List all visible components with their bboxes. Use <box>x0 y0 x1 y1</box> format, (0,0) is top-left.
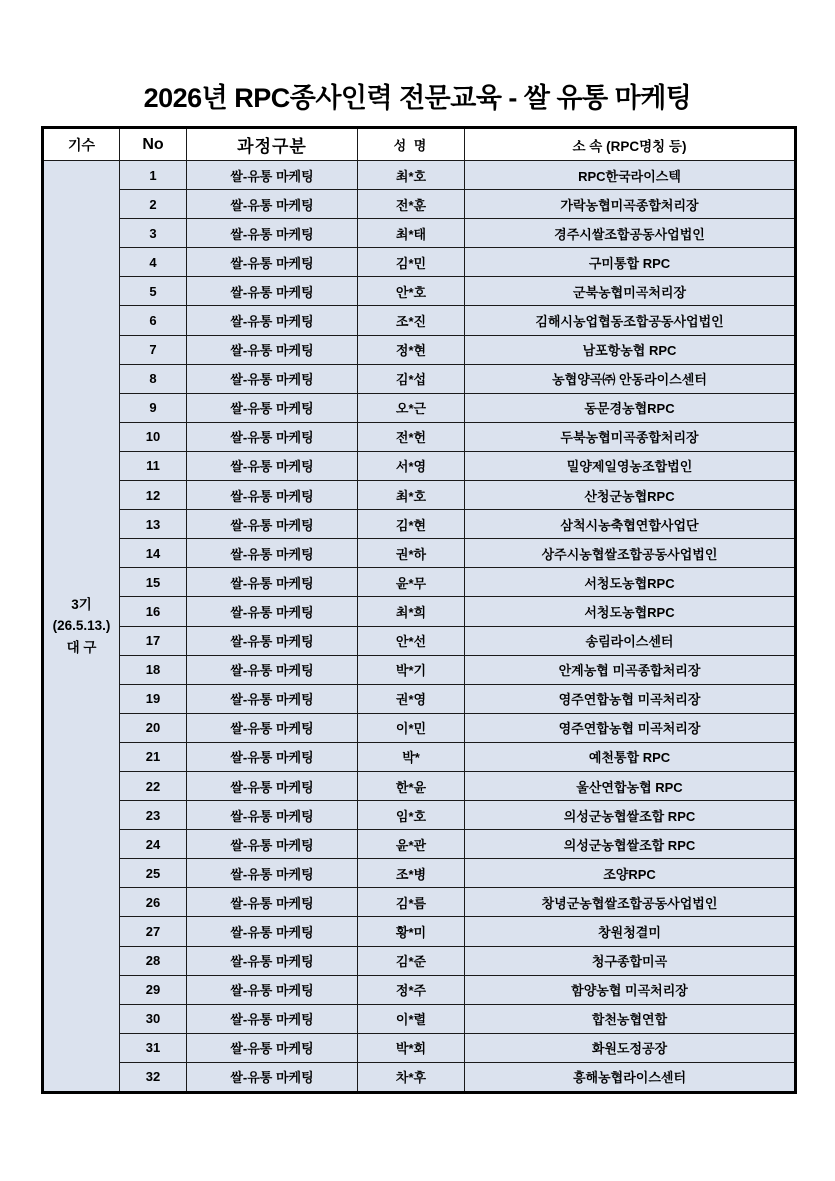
row-no: 12 <box>120 481 187 510</box>
row-no: 31 <box>120 1033 187 1062</box>
row-course: 쌀-유통 마케팅 <box>187 801 358 830</box>
row-course: 쌀-유통 마케팅 <box>187 510 358 539</box>
row-org: 울산연합농협 RPC <box>465 771 796 800</box>
table-row <box>43 655 796 684</box>
row-org: 삼척시농축협연합사업단 <box>465 510 796 539</box>
row-no: 13 <box>120 510 187 539</box>
row-org: 예천통합 RPC <box>465 742 796 771</box>
row-name: 차*후 <box>358 1062 465 1092</box>
row-name: 전*훈 <box>358 190 465 219</box>
row-no: 25 <box>120 859 187 888</box>
row-no: 27 <box>120 917 187 946</box>
row-no: 28 <box>120 946 187 975</box>
table-row <box>43 190 796 219</box>
row-course: 쌀-유통 마케팅 <box>187 626 358 655</box>
row-no: 17 <box>120 626 187 655</box>
row-org: 합천농협연합 <box>465 1004 796 1033</box>
row-no: 8 <box>120 364 187 393</box>
table-row <box>43 771 796 800</box>
row-no: 6 <box>120 306 187 335</box>
table-row <box>43 510 796 539</box>
cohort-cell <box>43 161 120 1093</box>
header-cohort: 기수 <box>43 128 120 161</box>
row-no: 22 <box>120 771 187 800</box>
row-name: 김*민 <box>358 248 465 277</box>
table-row <box>43 248 796 277</box>
row-org: RPC한국라이스텍 <box>465 161 796 190</box>
row-name: 권*영 <box>358 684 465 713</box>
row-course: 쌀-유통 마케팅 <box>187 597 358 626</box>
row-course: 쌀-유통 마케팅 <box>187 364 358 393</box>
row-org: 안계농협 미곡종합처리장 <box>465 655 796 684</box>
row-name: 임*호 <box>358 801 465 830</box>
table-row <box>43 684 796 713</box>
table-row <box>43 393 796 422</box>
row-course: 쌀-유통 마케팅 <box>187 713 358 742</box>
row-course: 쌀-유통 마케팅 <box>187 859 358 888</box>
row-name: 권*하 <box>358 539 465 568</box>
row-org: 의성군농협쌀조합 RPC <box>465 830 796 859</box>
table-header <box>43 128 796 161</box>
row-no: 10 <box>120 422 187 451</box>
row-no: 24 <box>120 830 187 859</box>
row-course: 쌀-유통 마케팅 <box>187 917 358 946</box>
row-name: 안*호 <box>358 277 465 306</box>
row-org: 경주시쌀조합공동사업법인 <box>465 219 796 248</box>
row-name: 김*현 <box>358 510 465 539</box>
row-course: 쌀-유통 마케팅 <box>187 684 358 713</box>
row-name: 최*희 <box>358 597 465 626</box>
cohort-line: 3기 <box>71 596 92 612</box>
row-no: 21 <box>120 742 187 771</box>
row-course: 쌀-유통 마케팅 <box>187 655 358 684</box>
row-name: 조*병 <box>358 859 465 888</box>
table-row <box>43 364 796 393</box>
row-course: 쌀-유통 마케팅 <box>187 190 358 219</box>
row-org: 의성군농협쌀조합 RPC <box>465 801 796 830</box>
page-title: 2026년 RPC종사인력 전문교육 - 쌀 유통 마케팅 <box>143 83 692 113</box>
table-row <box>43 742 796 771</box>
row-name: 박*회 <box>358 1033 465 1062</box>
header-org: 소 속 (RPC명칭 등) <box>465 128 796 161</box>
row-course: 쌀-유통 마케팅 <box>187 568 358 597</box>
row-course: 쌀-유통 마케팅 <box>187 1062 358 1092</box>
row-course: 쌀-유통 마케팅 <box>187 539 358 568</box>
table-row <box>43 539 796 568</box>
row-org: 동문경농협RPC <box>465 393 796 422</box>
row-course: 쌀-유통 마케팅 <box>187 306 358 335</box>
row-course: 쌀-유통 마케팅 <box>187 481 358 510</box>
row-no: 2 <box>120 190 187 219</box>
row-course: 쌀-유통 마케팅 <box>187 277 358 306</box>
table-row <box>43 830 796 859</box>
cohort-line: 대 구 <box>66 639 97 655</box>
row-name: 최*호 <box>358 161 465 190</box>
row-no: 18 <box>120 655 187 684</box>
table-row <box>43 626 796 655</box>
table-row <box>43 161 796 190</box>
row-name: 정*주 <box>358 975 465 1004</box>
row-course: 쌀-유통 마케팅 <box>187 248 358 277</box>
row-name: 최*호 <box>358 481 465 510</box>
table-row <box>43 568 796 597</box>
row-name: 박* <box>358 742 465 771</box>
table-body <box>43 161 796 1093</box>
row-org: 상주시농협쌀조합공동사업법인 <box>465 539 796 568</box>
row-org: 함양농협 미곡처리장 <box>465 975 796 1004</box>
row-org: 산청군농협RPC <box>465 481 796 510</box>
row-no: 32 <box>120 1062 187 1092</box>
row-course: 쌀-유통 마케팅 <box>187 335 358 364</box>
row-no: 1 <box>120 161 187 190</box>
row-name: 오*근 <box>358 393 465 422</box>
row-no: 16 <box>120 597 187 626</box>
table-row <box>43 1033 796 1062</box>
row-org: 구미통합 RPC <box>465 248 796 277</box>
row-name: 안*선 <box>358 626 465 655</box>
row-org: 군북농협미곡처리장 <box>465 277 796 306</box>
row-org: 화원도정공장 <box>465 1033 796 1062</box>
table-row <box>43 597 796 626</box>
row-name: 한*윤 <box>358 771 465 800</box>
row-name: 이*렬 <box>358 1004 465 1033</box>
table-row <box>43 713 796 742</box>
row-course: 쌀-유통 마케팅 <box>187 1033 358 1062</box>
table-row <box>43 277 796 306</box>
row-org: 두북농협미곡종합처리장 <box>465 422 796 451</box>
row-course: 쌀-유통 마케팅 <box>187 393 358 422</box>
row-no: 3 <box>120 219 187 248</box>
roster-table <box>41 126 797 1094</box>
row-org: 밀양제일영농조합법인 <box>465 451 796 480</box>
table-row <box>43 946 796 975</box>
row-course: 쌀-유통 마케팅 <box>187 422 358 451</box>
row-org: 남포항농협 RPC <box>465 335 796 364</box>
row-no: 7 <box>120 335 187 364</box>
row-course: 쌀-유통 마케팅 <box>187 219 358 248</box>
row-org: 영주연합농협 미곡처리장 <box>465 713 796 742</box>
table-row <box>43 1062 796 1092</box>
table-row <box>43 859 796 888</box>
row-name: 윤*관 <box>358 830 465 859</box>
row-no: 26 <box>120 888 187 917</box>
row-no: 19 <box>120 684 187 713</box>
row-org: 서청도농협RPC <box>465 597 796 626</box>
row-org: 영주연합농협 미곡처리장 <box>465 684 796 713</box>
table-row <box>43 335 796 364</box>
table-row <box>43 451 796 480</box>
row-no: 23 <box>120 801 187 830</box>
table-row <box>43 422 796 451</box>
row-no: 11 <box>120 451 187 480</box>
row-no: 20 <box>120 713 187 742</box>
row-course: 쌀-유통 마케팅 <box>187 946 358 975</box>
row-name: 김*름 <box>358 888 465 917</box>
table-row <box>43 801 796 830</box>
row-no: 4 <box>120 248 187 277</box>
row-no: 5 <box>120 277 187 306</box>
row-org: 가락농협미곡종합처리장 <box>465 190 796 219</box>
row-org: 청구종합미곡 <box>465 946 796 975</box>
table-row <box>43 481 796 510</box>
row-org: 김해시농업협동조합공동사업법인 <box>465 306 796 335</box>
row-no: 9 <box>120 393 187 422</box>
row-name: 황*미 <box>358 917 465 946</box>
header-name: 성 명 <box>358 128 465 161</box>
cohort-line: (26.5.13.) <box>52 618 111 634</box>
row-name: 김*준 <box>358 946 465 975</box>
row-org: 창원청결미 <box>465 917 796 946</box>
row-name: 박*기 <box>358 655 465 684</box>
table-row <box>43 1004 796 1033</box>
table-row <box>43 917 796 946</box>
header-no: No <box>120 128 187 161</box>
row-course: 쌀-유통 마케팅 <box>187 830 358 859</box>
table-row <box>43 975 796 1004</box>
row-name: 정*현 <box>358 335 465 364</box>
row-course: 쌀-유통 마케팅 <box>187 975 358 1004</box>
row-org: 서청도농협RPC <box>465 568 796 597</box>
row-course: 쌀-유통 마케팅 <box>187 771 358 800</box>
row-course: 쌀-유통 마케팅 <box>187 1004 358 1033</box>
row-name: 전*헌 <box>358 422 465 451</box>
row-name: 조*진 <box>358 306 465 335</box>
row-no: 14 <box>120 539 187 568</box>
row-course: 쌀-유통 마케팅 <box>187 451 358 480</box>
row-no: 15 <box>120 568 187 597</box>
row-course: 쌀-유통 마케팅 <box>187 888 358 917</box>
table-row <box>43 888 796 917</box>
row-org: 창녕군농협쌀조합공동사업법인 <box>465 888 796 917</box>
row-name: 최*태 <box>358 219 465 248</box>
row-org: 농협양곡㈜ 안동라이스센터 <box>465 364 796 393</box>
header-row <box>43 128 796 161</box>
row-no: 29 <box>120 975 187 1004</box>
row-name: 서*영 <box>358 451 465 480</box>
row-name: 윤*무 <box>358 568 465 597</box>
row-name: 김*섭 <box>358 364 465 393</box>
header-course: 과정구분 <box>187 128 358 161</box>
row-org: 흥해농협라이스센터 <box>465 1062 796 1092</box>
row-no: 30 <box>120 1004 187 1033</box>
row-org: 송림라이스센터 <box>465 626 796 655</box>
table-row <box>43 219 796 248</box>
row-name: 이*민 <box>358 713 465 742</box>
row-course: 쌀-유통 마케팅 <box>187 742 358 771</box>
row-org: 조양RPC <box>465 859 796 888</box>
row-course: 쌀-유통 마케팅 <box>187 161 358 190</box>
table-row <box>43 306 796 335</box>
